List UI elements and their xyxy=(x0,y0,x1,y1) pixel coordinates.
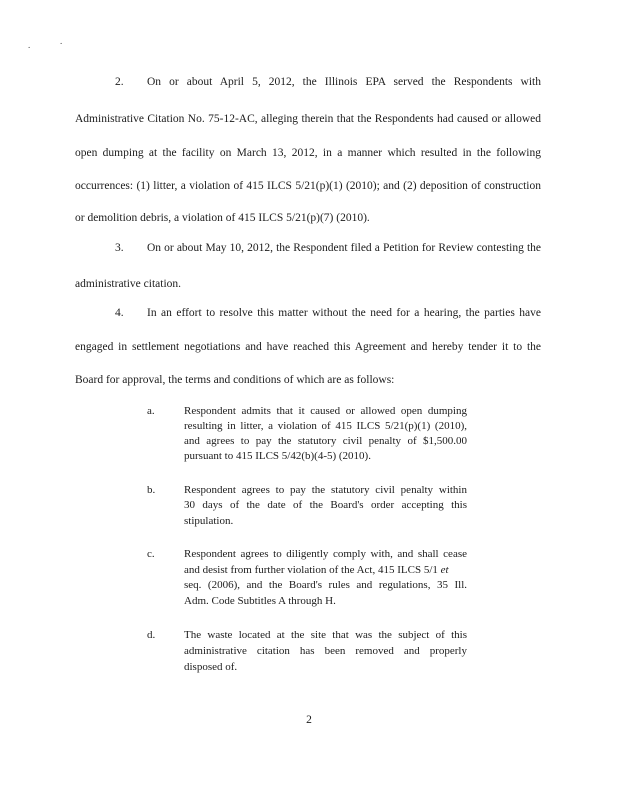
paragraph-text: On or about April 5, 2012, the Illinois EPA served the Respondents with xyxy=(147,76,541,88)
subparagraph-line: and agrees to pay the statutory civil penalty of $1,500.00 xyxy=(184,435,467,447)
paragraph-text: On or about May 10, 2012, the Respondent filed a Petition for Review contesting the xyxy=(147,242,541,254)
paragraph-line xyxy=(115,75,541,89)
scan-speck: . xyxy=(60,36,63,46)
subparagraph-line: administrative citation has been removed and properly xyxy=(184,645,467,657)
subparagraph-line: 30 days of the date of the Board's order accepting this xyxy=(184,499,467,511)
paragraph-line: engaged in settlement negotiations and have reached this Agreement and hereby tender it to the xyxy=(75,341,541,353)
paragraph-number: 4. xyxy=(115,307,124,319)
paragraph-number: 2. xyxy=(115,76,124,88)
subparagraph-line: The waste located at the site that was the subject of this xyxy=(184,629,467,641)
subparagraph-line: Respondent agrees to pay the statutory civil penalty within xyxy=(184,484,467,496)
subparagraph-letter: b. xyxy=(147,484,156,496)
subparagraph-line: Adm. Code Subtitles A through H. xyxy=(184,595,336,607)
paragraph-line xyxy=(115,241,541,255)
subparagraph-line: pursuant to 415 ILCS 5/42(b)(4-5) (2010). xyxy=(184,450,371,462)
paragraph-line: or demolition debris, a violation of 415 ILCS 5/21(p)(7) (2010). xyxy=(75,212,370,224)
subparagraph-letter: d. xyxy=(147,629,156,641)
paragraph-line: administrative citation. xyxy=(75,278,182,290)
subparagraph-line: seq. (2006), and the Board's rules and regulations, 35 Ill. xyxy=(184,579,467,591)
paragraph-line: occurrences: (1) litter, a violation of 415 ILCS 5/21(p)(1) (2010); and (2) deposition of construction xyxy=(75,180,541,192)
subparagraph-letter: a. xyxy=(147,405,155,417)
page-number: 2 xyxy=(306,714,312,726)
paragraph-line: Board for approval, the terms and conditions of which are as follows: xyxy=(75,374,395,386)
subparagraph-line: Respondent agrees to diligently comply with, and shall cease xyxy=(184,548,467,560)
subparagraph-line: disposed of. xyxy=(184,661,238,673)
paragraph-text: In an effort to resolve this matter without the need for a hearing, the parties have xyxy=(147,307,541,319)
scan-speck: . xyxy=(28,40,31,50)
paragraph-line: Administrative Citation No. 75-12-AC, alleging therein that the Respondents had caused or allowed xyxy=(75,113,541,125)
subparagraph-line: resulting in litter, a violation of 415 ILCS 5/21(p)(1) (2010), xyxy=(184,420,467,432)
subparagraph-line xyxy=(184,563,467,577)
paragraph-number: 3. xyxy=(115,242,124,254)
subparagraph-line: stipulation. xyxy=(184,515,234,527)
paragraph-line xyxy=(115,306,541,320)
subparagraph-letter: c. xyxy=(147,548,155,560)
subparagraph-text: and desist from further violation of the Act, 415 ILCS 5/1 xyxy=(184,564,438,576)
paragraph-line: open dumping at the facility on March 13, 2012, in a manner which resulted in the following xyxy=(75,147,541,159)
subparagraph-line: Respondent admits that it caused or allowed open dumping xyxy=(184,405,467,417)
italic-et: et xyxy=(440,564,449,576)
